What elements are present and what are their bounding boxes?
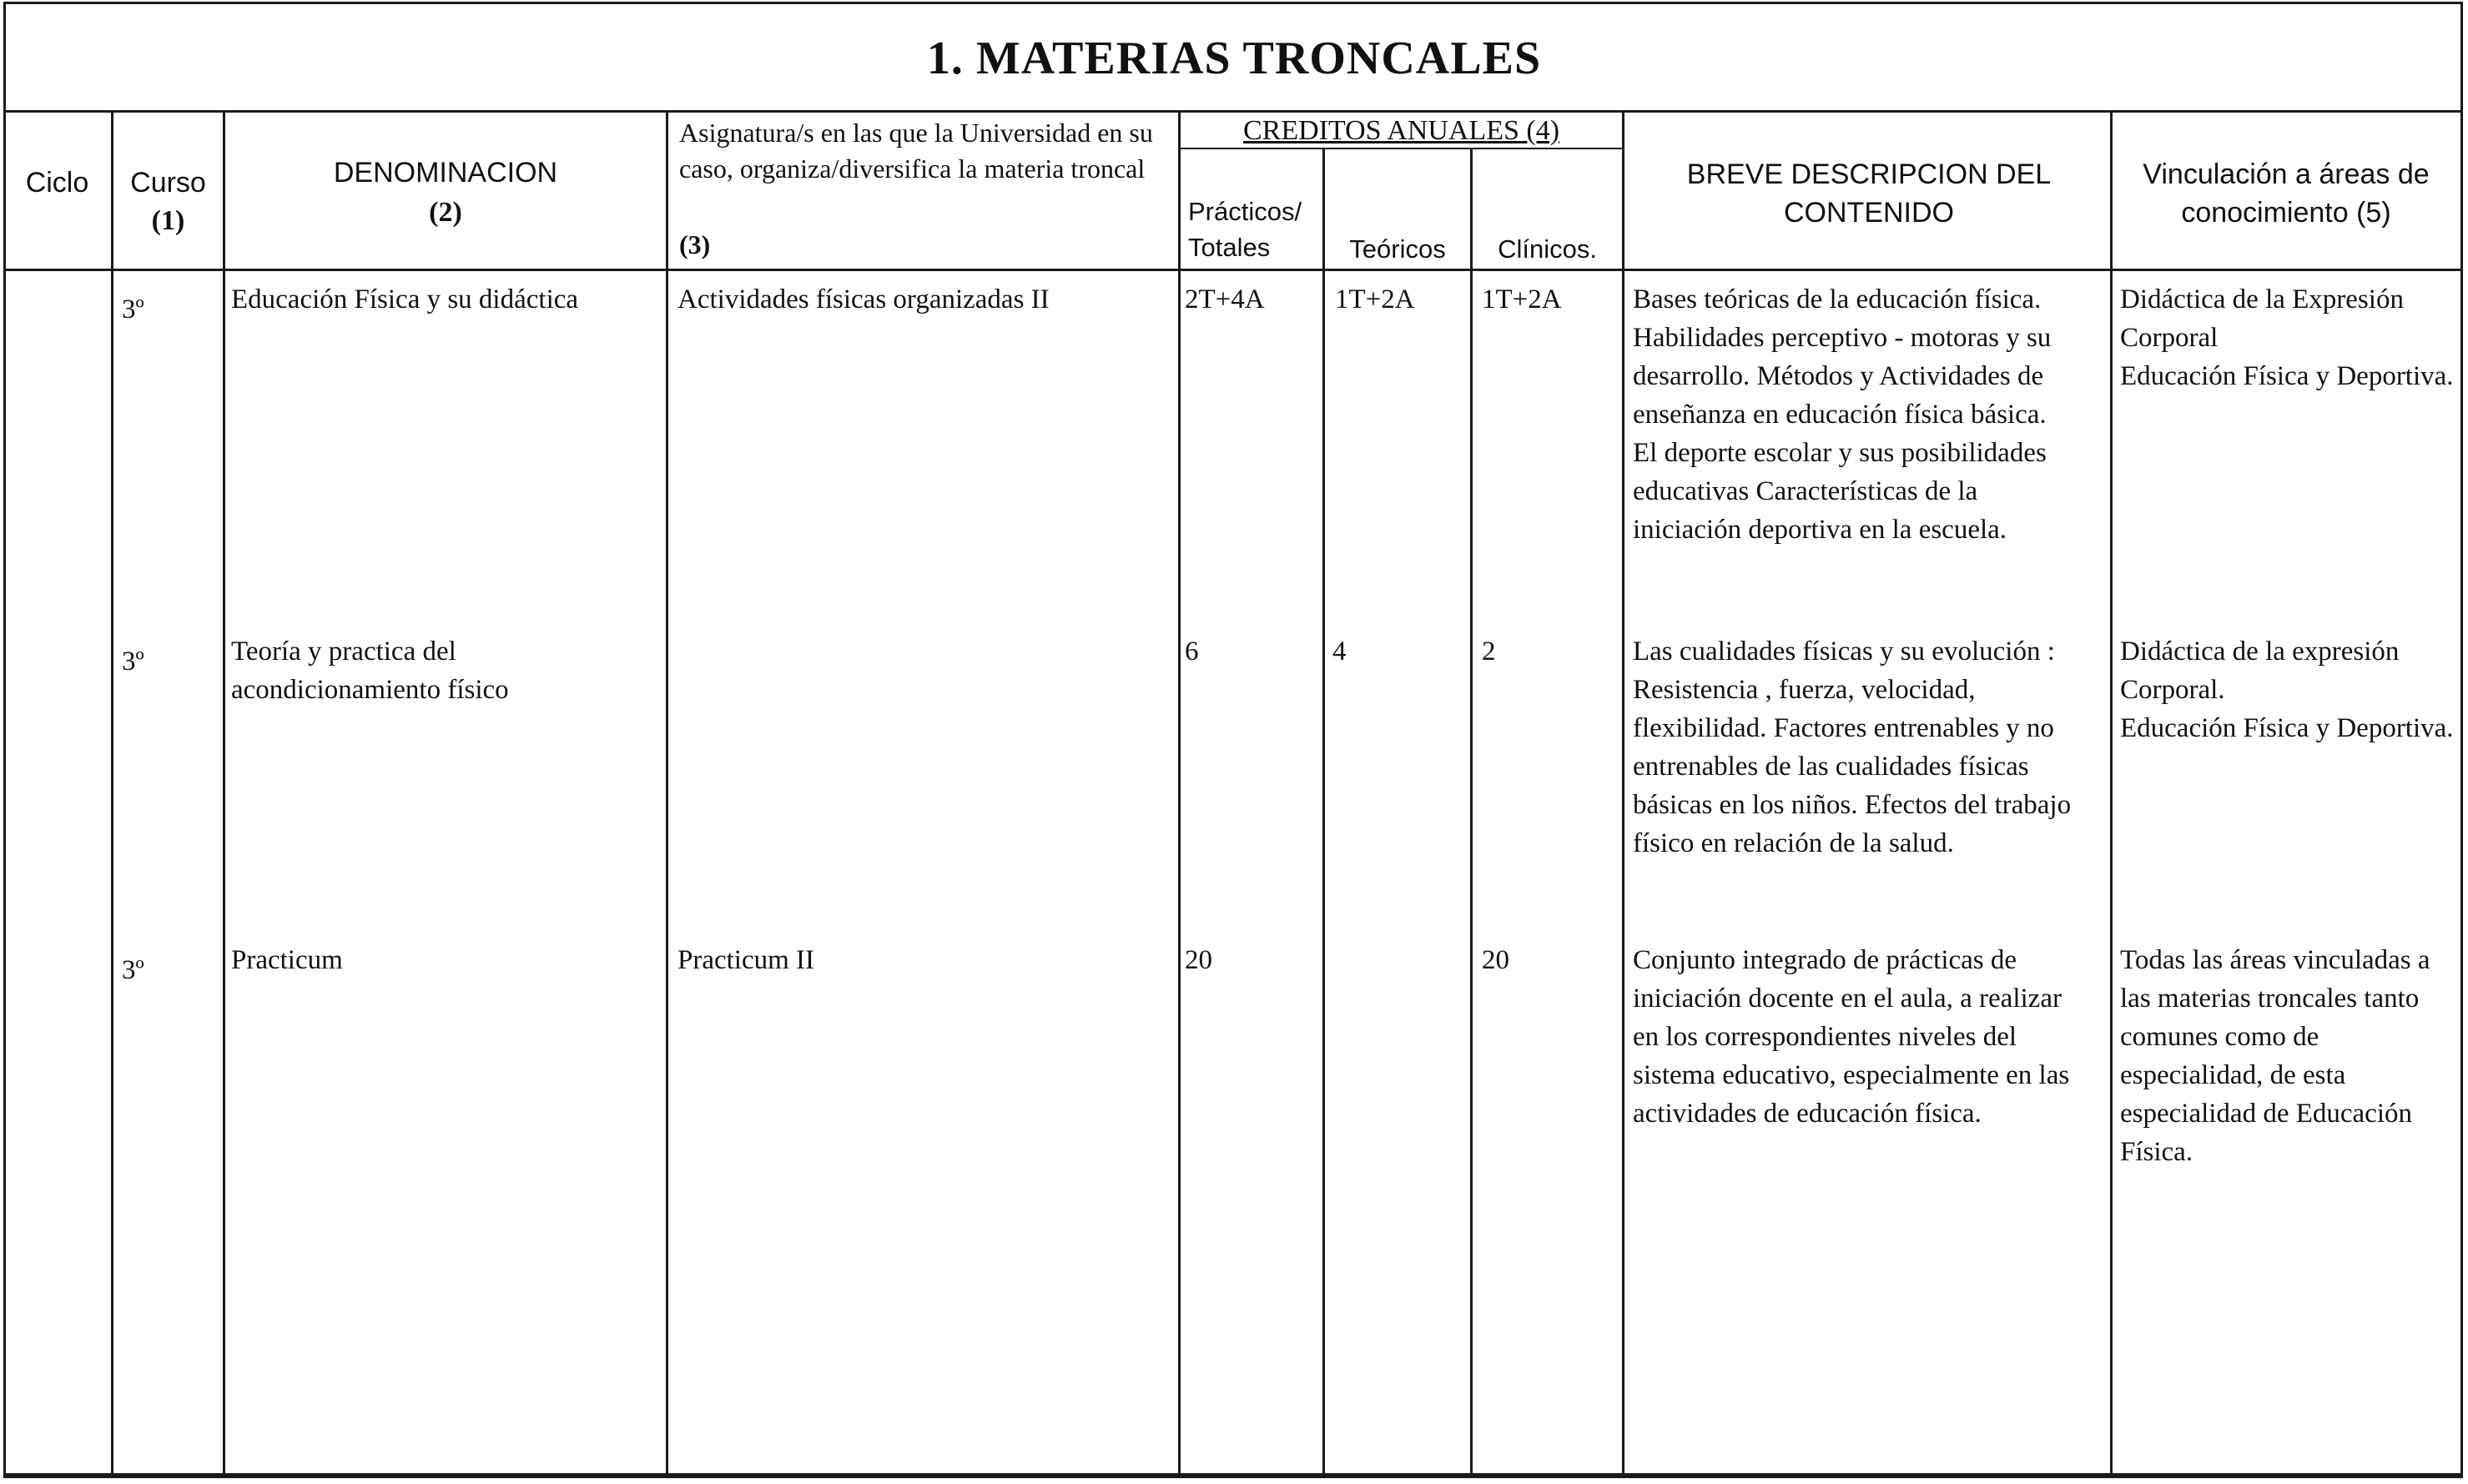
row3-vinculacion: Todas las áreas vinculadas a las materias troncales tanto comunes como de especialidad, de esta especialidad de Educación Física. <box>2120 945 2430 1167</box>
column-rule-totales <box>1322 149 1325 1478</box>
row2-curso: 3º <box>122 646 144 677</box>
row2-descripcion: Las cualidades físicas y su evolución : Resistencia , fuerza, velocidad, flexibilidad. Factores entrenables y no entrenables de las cualidades físicas básicas en los niños. Efectos del trabajo físico en relación de la salud. <box>1633 636 2072 858</box>
row3-asignatura: Practicum II <box>677 945 815 975</box>
header-asignaturas: Asignatura/s en las que la Universidad en su caso, organiza/diversifica la materia troncal <box>679 118 1153 184</box>
row2-denominacion: Teoría y practica del acondicionamiento físico <box>231 636 509 705</box>
header-denominacion: DENOMINACION <box>333 157 558 189</box>
row2-vinculacion: Didáctica de la expresión Corporal. Educación Física y Deportiva. <box>2120 636 2454 743</box>
page-title: 1. MATERIAS TRONCALES <box>926 33 1542 84</box>
column-rule-teoricos <box>1470 149 1473 1478</box>
column-rule-creditos <box>1622 110 1624 1478</box>
row1-curso: 3º <box>122 294 144 324</box>
row1-totales: 2T+4A <box>1185 284 1265 314</box>
row3-denominacion: Practicum <box>231 945 343 975</box>
row3-curso: 3º <box>122 955 144 985</box>
row1-teoricos: 1T+2A <box>1335 284 1415 314</box>
row3-totales: 20 <box>1185 945 1212 975</box>
row2-totales: 6 <box>1185 636 1199 667</box>
header-bottom-rule <box>3 269 2463 271</box>
header-ciclo: Ciclo <box>25 167 89 199</box>
column-rule-asignaturas <box>1178 110 1181 1478</box>
header-creditos: CREDITOS ANUALES (4) <box>1242 115 1560 146</box>
row1-descripcion: Bases teóricas de la educación física. Habilidades perceptivo - motoras y su desarrollo. Métodos y Actividades de enseñanza en educación física básica. El deporte escolar y sus posibilidades educativas Características de la iniciación deportiva en la escuela. <box>1633 284 2052 545</box>
column-rule-ciclo <box>111 110 113 1478</box>
header-denominacion-ref: (2) <box>429 197 462 228</box>
row3-descripcion: Conjunto integrado de prácticas de iniciación docente en el aula, a realizar en los correspondientes niveles del sistema educativo, especialmente en las actividades de educación física. <box>1633 945 2070 1129</box>
header-curso-ref: (1) <box>151 205 185 236</box>
column-rule-curso <box>223 110 225 1478</box>
column-rule-denominacion <box>666 110 668 1478</box>
header-totales: Prácticos/ Totales <box>1188 197 1302 262</box>
header-descripcion: BREVE DESCRIPCION DEL CONTENIDO <box>1686 158 2052 229</box>
header-clinicos: Clínicos. <box>1498 234 1597 264</box>
row1-denominacion: Educación Física y su didáctica <box>231 284 579 314</box>
header-vinculacion: Vinculación a áreas de conocimiento (5) <box>2143 158 2430 229</box>
row3-clinicos: 20 <box>1482 945 1509 975</box>
column-rule-descripcion <box>2110 110 2113 1478</box>
row2-clinicos: 2 <box>1482 636 1496 667</box>
row1-asignatura: Actividades físicas organizadas II <box>677 284 1050 314</box>
row1-vinculacion: Didáctica de la Expresión Corporal Educación Física y Deportiva. <box>2120 284 2454 391</box>
row2-teoricos: 4 <box>1332 636 1347 667</box>
row1-clinicos: 1T+2A <box>1482 284 1562 314</box>
table-bottom-rule <box>3 1473 2463 1476</box>
header-curso: Curso <box>130 167 206 199</box>
header-asignaturas-ref: (3) <box>679 229 711 259</box>
header-teoricos: Teóricos <box>1349 234 1446 264</box>
